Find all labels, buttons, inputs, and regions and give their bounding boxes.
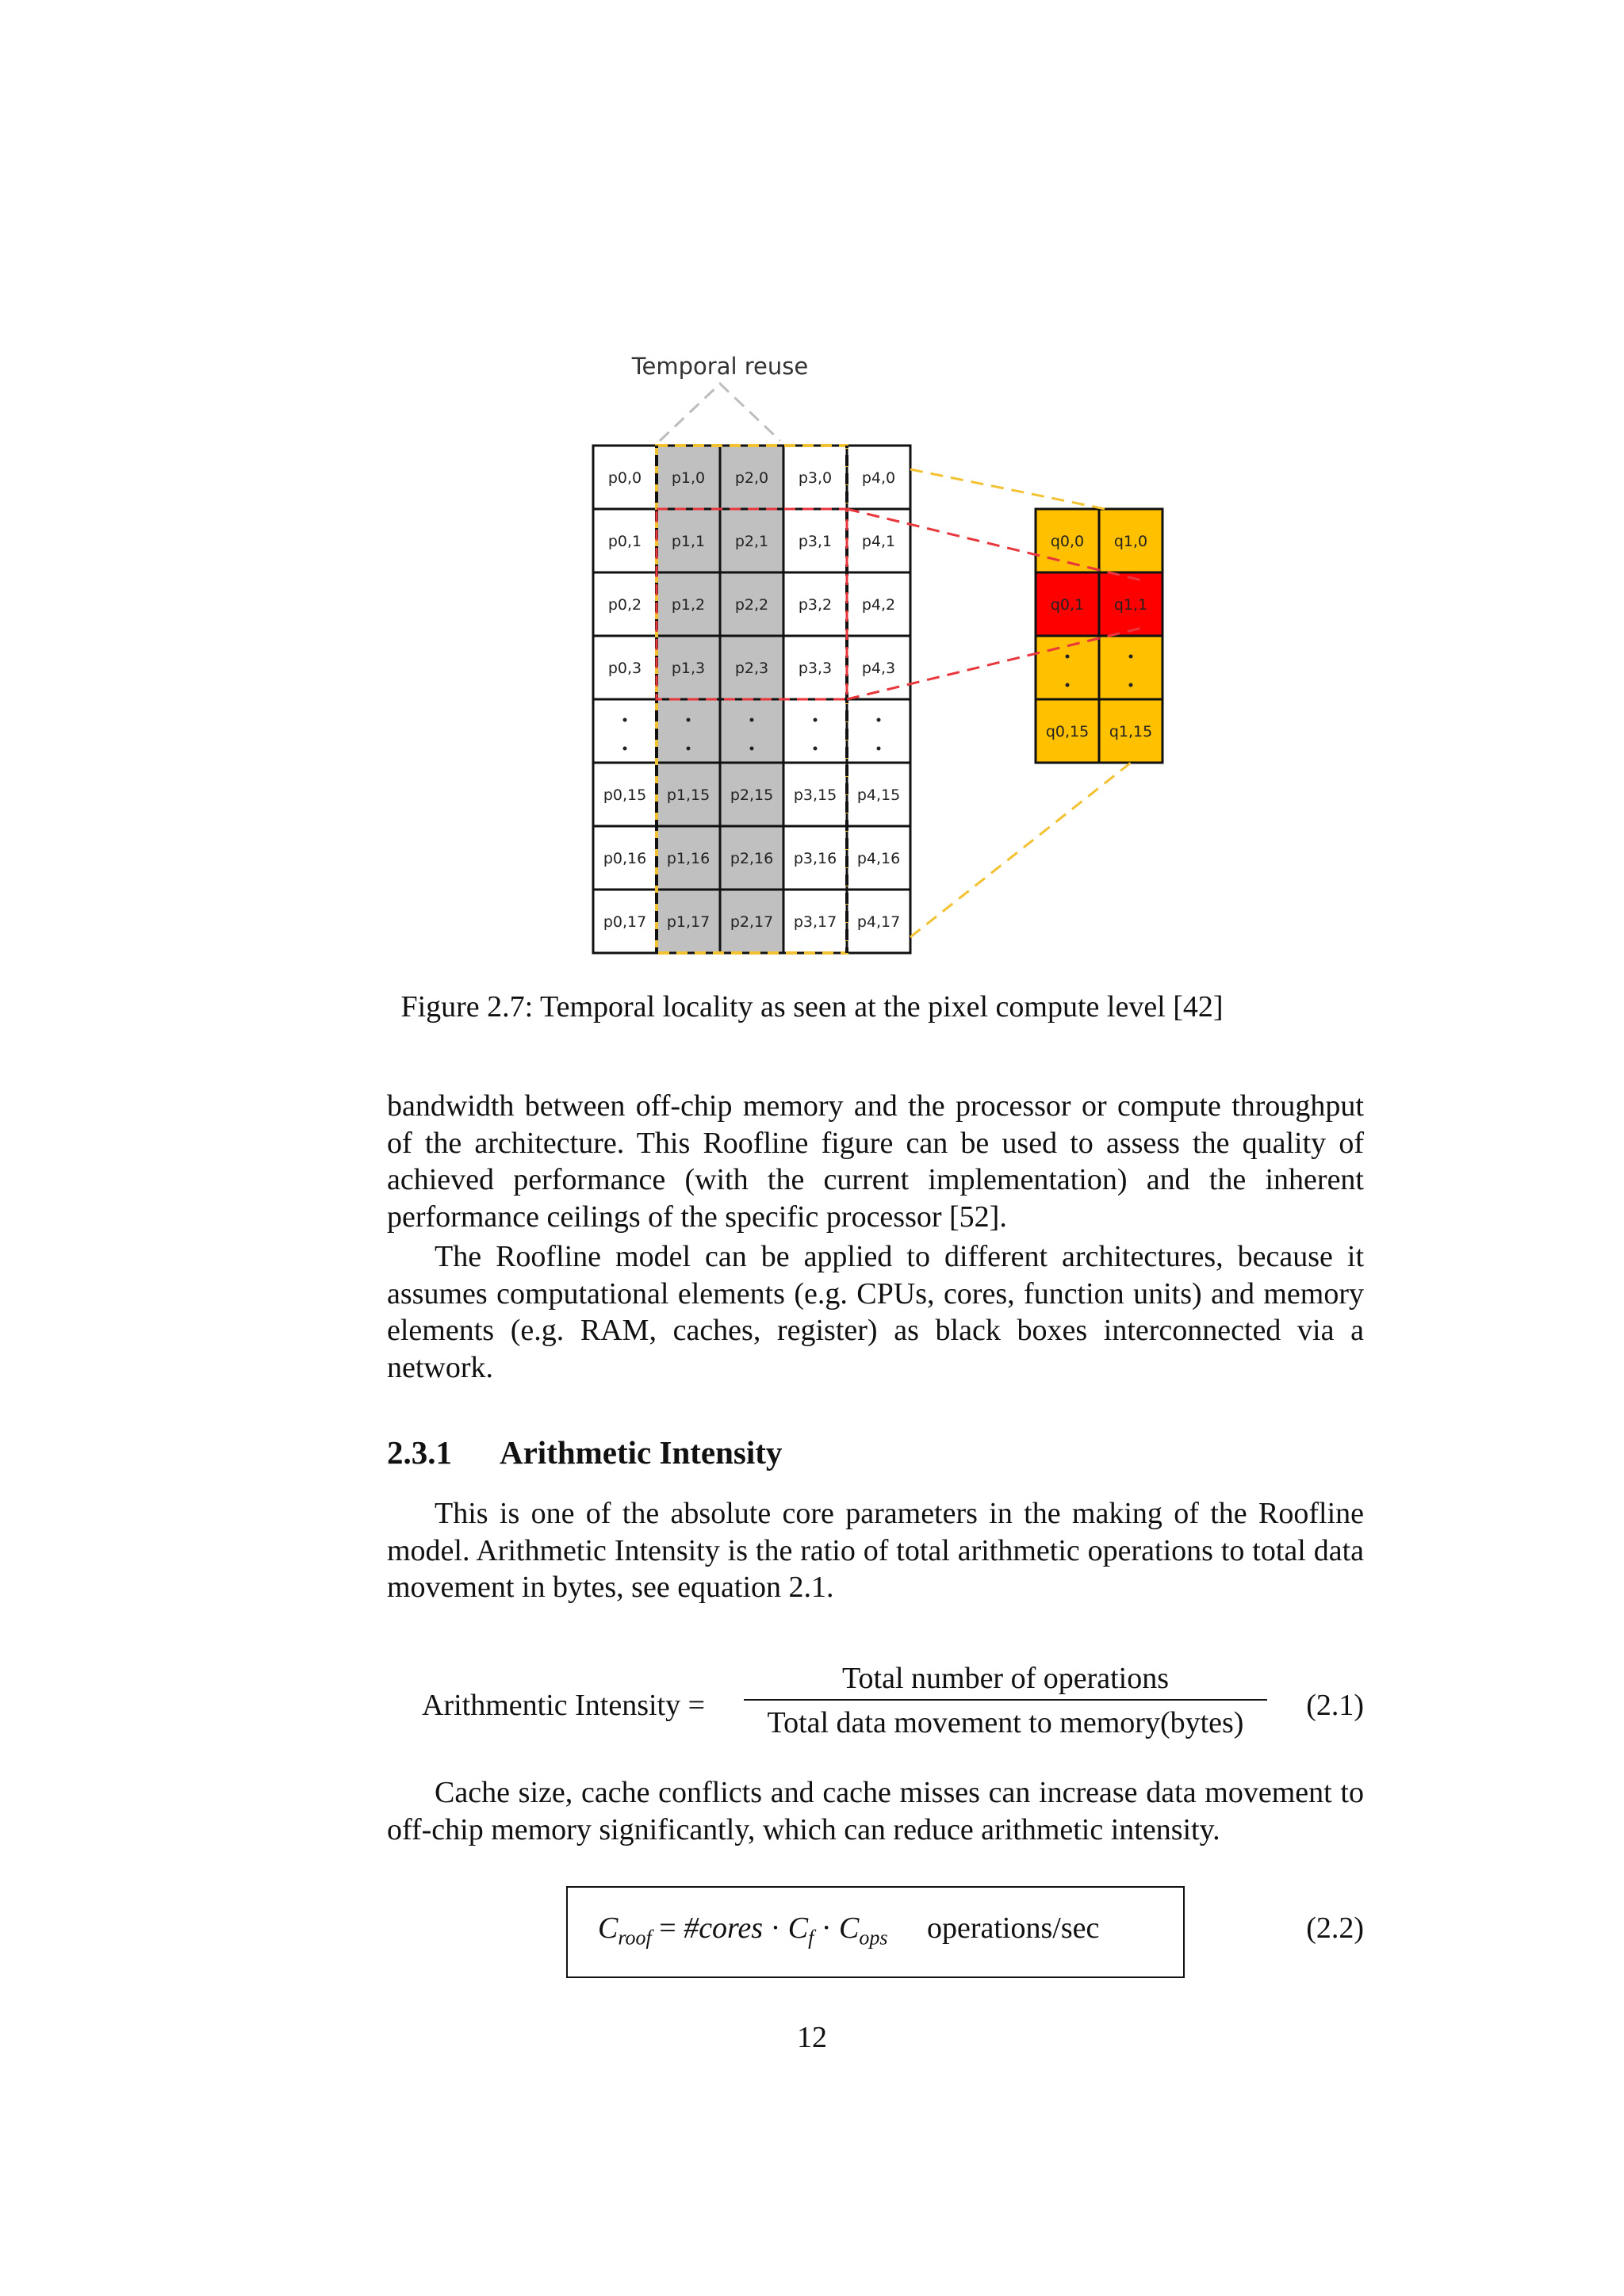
cf-symbol: C <box>787 1911 809 1945</box>
pixel-cell-label: p1,15 <box>666 786 710 804</box>
pixel-cell <box>847 699 910 763</box>
pixel-cell-label: p2,17 <box>730 913 774 931</box>
pixel-cell-label: p2,0 <box>734 469 769 487</box>
equation-tag-2-1: (2.1) <box>1306 1689 1364 1722</box>
pixel-cell-label: p3,15 <box>793 786 837 804</box>
ellipsis-dot <box>877 747 881 751</box>
cf-subscript: f <box>808 1926 814 1950</box>
cops-subscript: ops <box>859 1926 888 1950</box>
temporal-reuse-arrow <box>660 384 780 441</box>
roof-subscript: roof <box>618 1926 652 1950</box>
ellipsis-dot <box>1129 683 1133 687</box>
equation-2-1 <box>387 1661 1364 1748</box>
equals-sign: = <box>659 1911 676 1945</box>
pixel-cell-label: p0,3 <box>607 660 642 677</box>
pixel-cell-label: p2,16 <box>730 850 774 867</box>
temporal-locality-figure <box>0 0 1624 1047</box>
figure-canvas <box>0 0 1624 983</box>
ellipsis-dot <box>687 747 691 751</box>
pixel-cell-label: p4,3 <box>861 660 896 677</box>
ellipsis-dot <box>1066 683 1070 687</box>
output-cell-label: q1,15 <box>1109 723 1153 740</box>
paragraph-arithmetic-intensity: This is one of the absolute core parameters in the making of the Roofline model. Arithmetic Intensity is the ratio of total arithmetic operations to total data movement in bytes, see equation 2.1. <box>387 1497 1364 1604</box>
pixel-cell-label: p3,3 <box>798 660 833 677</box>
pixel-cell-label: p1,2 <box>671 596 706 614</box>
cops-symbol: C <box>839 1911 860 1945</box>
output-cell-label: q0,1 <box>1050 596 1085 614</box>
pixel-cell-label: p2,3 <box>734 660 769 677</box>
cores-term: #cores <box>684 1911 764 1945</box>
paragraph-cache: Cache size, cache conflicts and cache misses can increase data movement to off-chip memory significantly, which can reduce arithmetic intensity. <box>387 1776 1364 1846</box>
pixel-cell-label: p0,0 <box>607 469 642 487</box>
ellipsis-dot <box>814 718 818 722</box>
output-cell <box>1099 636 1162 699</box>
pixel-cell-label: p1,17 <box>666 913 710 931</box>
fraction-bar <box>744 1699 1267 1701</box>
ellipsis-dot <box>623 747 627 751</box>
paragraph-roofline-intro: bandwidth between off-chip memory and the processor or compute throughput of the architecture. This Roofline figure can be used to assess the quality of achieved performance (with the current implementation) and the inherent performance ceilings of the specific processor [52]. <box>387 1089 1364 1234</box>
pixel-cell-label: p2,2 <box>734 596 769 614</box>
figure-title: Temporal reuse <box>631 353 809 380</box>
fraction-denominator: Total data movement to memory(bytes) <box>767 1706 1244 1739</box>
pixel-cell-label: p3,1 <box>798 533 833 550</box>
equation-fraction <box>744 1661 1267 1740</box>
pixel-cell-label: p1,0 <box>671 469 706 487</box>
pixel-cell-label: p2,1 <box>734 533 769 550</box>
ellipsis-dot <box>1129 655 1133 659</box>
section-number: 2.3.1 <box>387 1434 452 1471</box>
pixel-cell-label: p0,2 <box>607 596 642 614</box>
equation-2-2: $C_{roof}$ = #cores · $C_f \cdot C_{ops}$ operations/sec <box>598 1911 1100 1950</box>
pixel-cell <box>657 699 720 763</box>
pixel-cell-label: p4,17 <box>856 913 901 931</box>
section-heading <box>387 1433 782 1471</box>
pixel-cell-label: p0,15 <box>603 786 647 804</box>
equation-tag-2-2: (2.2) <box>1306 1911 1364 1945</box>
pixel-cell <box>720 699 783 763</box>
pixel-cell-label: p0,17 <box>603 913 647 931</box>
output-grid <box>1036 509 1162 763</box>
ellipsis-dot <box>877 718 881 722</box>
ellipsis-dot <box>1066 655 1070 659</box>
yellow-projection-bottom <box>910 763 1131 937</box>
figure-caption: Figure 2.7: Temporal locality as seen at the pixel compute level [42] <box>400 990 1224 1024</box>
pixel-cell-label: p1,16 <box>666 850 710 867</box>
ellipsis-dot <box>750 747 754 751</box>
pixel-cell <box>593 699 657 763</box>
ellipsis-dot <box>687 718 691 722</box>
pixel-cell-label: p3,17 <box>793 913 837 931</box>
output-cell-label: q1,0 <box>1113 533 1148 550</box>
equation-lhs: Arithmentic Intensity = <box>422 1689 706 1722</box>
pixel-cell-label: p1,1 <box>671 533 706 550</box>
yellow-projection-top <box>910 469 1105 509</box>
ellipsis-dot <box>750 718 754 722</box>
page-number: 12 <box>797 2021 827 2054</box>
pixel-cell-label: p2,15 <box>730 786 774 804</box>
output-cell-label: q1,1 <box>1113 596 1148 614</box>
pixel-cell-label: p3,2 <box>798 596 833 614</box>
fraction-numerator: Total number of operations <box>841 1662 1170 1695</box>
pixel-cell-label: p4,2 <box>861 596 896 614</box>
pixel-cell-label: p3,0 <box>798 469 833 487</box>
pixel-cell-label: p4,0 <box>861 469 896 487</box>
pixel-cell-label: p0,1 <box>607 533 642 550</box>
ellipsis-dot <box>814 747 818 751</box>
pixel-cell-label: p4,15 <box>856 786 901 804</box>
equation-unit: operations/sec <box>926 1911 1100 1945</box>
ellipsis-dot <box>623 718 627 722</box>
section-title: Arithmetic Intensity <box>500 1434 783 1471</box>
c-symbol: C <box>598 1911 619 1945</box>
output-cell-label: q0,15 <box>1045 723 1090 740</box>
pixel-cell <box>783 699 847 763</box>
output-cell-label: q0,0 <box>1050 533 1085 550</box>
paragraph-roofline-architectures: The Roofline model can be applied to different architectures, because it assumes computational elements (e.g. CPUs, cores, function units) and memory elements (e.g. RAM, caches, register) as black boxes interconnected via a network. <box>387 1240 1364 1384</box>
pixel-cell-label: p3,16 <box>793 850 837 867</box>
pixel-grid <box>593 446 910 953</box>
pixel-cell-label: p1,3 <box>671 660 706 677</box>
pixel-cell-label: p0,16 <box>603 850 647 867</box>
pixel-cell-label: p4,16 <box>856 850 901 867</box>
pixel-cell-label: p4,1 <box>861 533 896 550</box>
